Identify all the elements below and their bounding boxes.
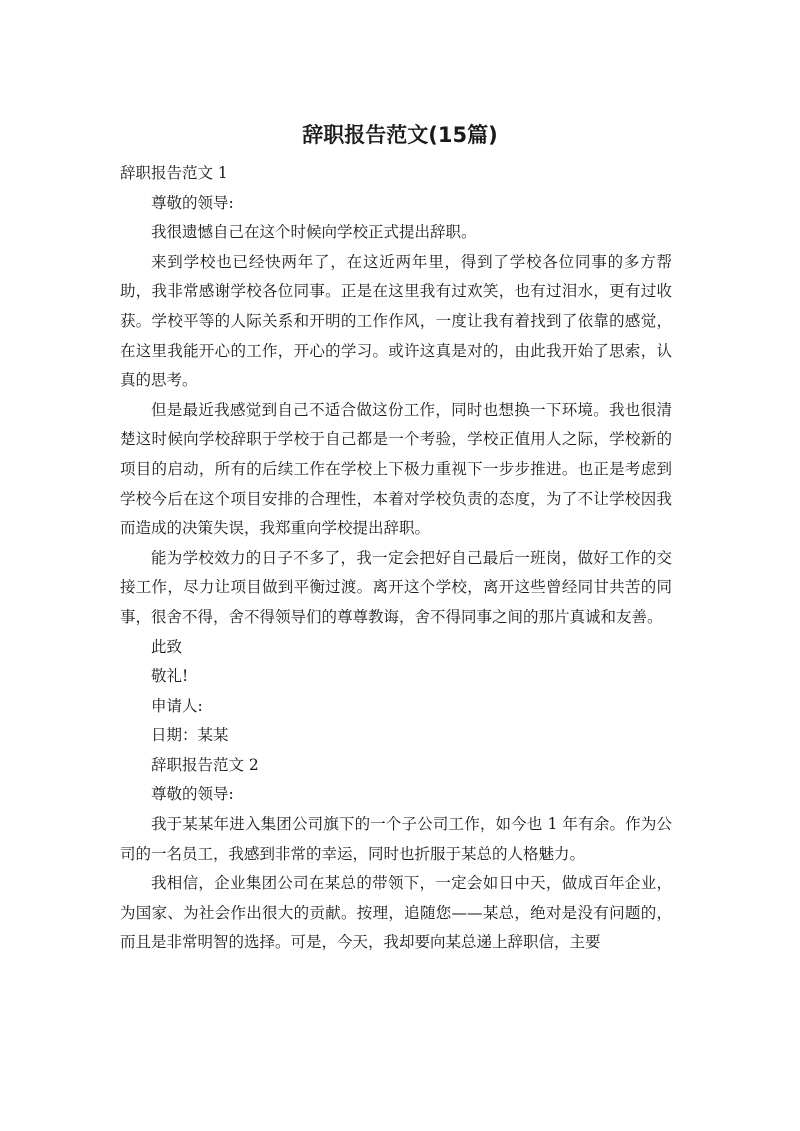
section-heading: 辞职报告范文 2 [151, 755, 259, 774]
salutation: 尊敬的领导: [151, 193, 234, 212]
applicant-label: 申请人: [151, 696, 203, 715]
paragraph: 我相信，企业集团公司在某总的带领下，一定会如日中天，做成百年企业，为国家、为社会作出很大的贡献。按理，追随您——某总，绝对是没有问题的，而且是非常明智的选择。可是，今天，我却要向某总递上辞职信，主要 [120, 874, 672, 952]
date-line: 日期：某某 [151, 726, 229, 745]
closing: 此致 [151, 637, 183, 656]
paragraph: 但是最近我感觉到自己不适合做这份工作，同时也想换一下环境。我也很清楚这时候向学校辞职于学校于自己都是一个考验，学校正值用人之际，学校新的项目的启动，所有的后续工作在学校上下极力重视下一步步推进。也正是考虑到学校今后在这个项目安排的合理性，本着对学校负责的态度，为了不让学校因我而造成的决策失误，我郑重向学校提出辞职。 [120, 400, 672, 538]
paragraph: 我于某某年进入集团公司旗下的一个子公司工作，如今也 1 年有余。作为公司的一名员工，我感到非常的幸运，同时也折服于某总的人格魅力。 [120, 815, 672, 863]
section-heading: 辞职报告范文 1 [120, 164, 228, 182]
paragraph: 来到学校也已经快两年了，在这近两年里，得到了学校各位同事的多方帮助，我非常感谢学校各位同事。正是在这里我有过欢笑，也有过泪水，更有过收获。学校平等的人际关系和开明的工作作风，一度让我有着找到了依靠的感觉，在这里我能开心的工作，开心的学习。或许这真是对的，由此我开始了思索，认真的思考。 [120, 252, 672, 390]
salutation: 尊敬的领导: [151, 785, 234, 804]
document-body [120, 159, 672, 958]
paragraph: 我很遗憾自己在这个时候向学校正式提出辞职。 [151, 223, 477, 242]
paragraph: 能为学校效力的日子不多了，我一定会把好自己最后一班岗，做好工作的交接工作，尽力让项目做到平衡过渡。离开这个学校，离开这些曾经同甘共苦的同事，很舍不得，舍不得领导们的尊尊教诲，舍不得同事之间的那片真诚和友善。 [120, 548, 672, 626]
regards: 敬礼! [151, 667, 189, 686]
document-title: 辞职报告范文(15篇) [302, 123, 498, 147]
